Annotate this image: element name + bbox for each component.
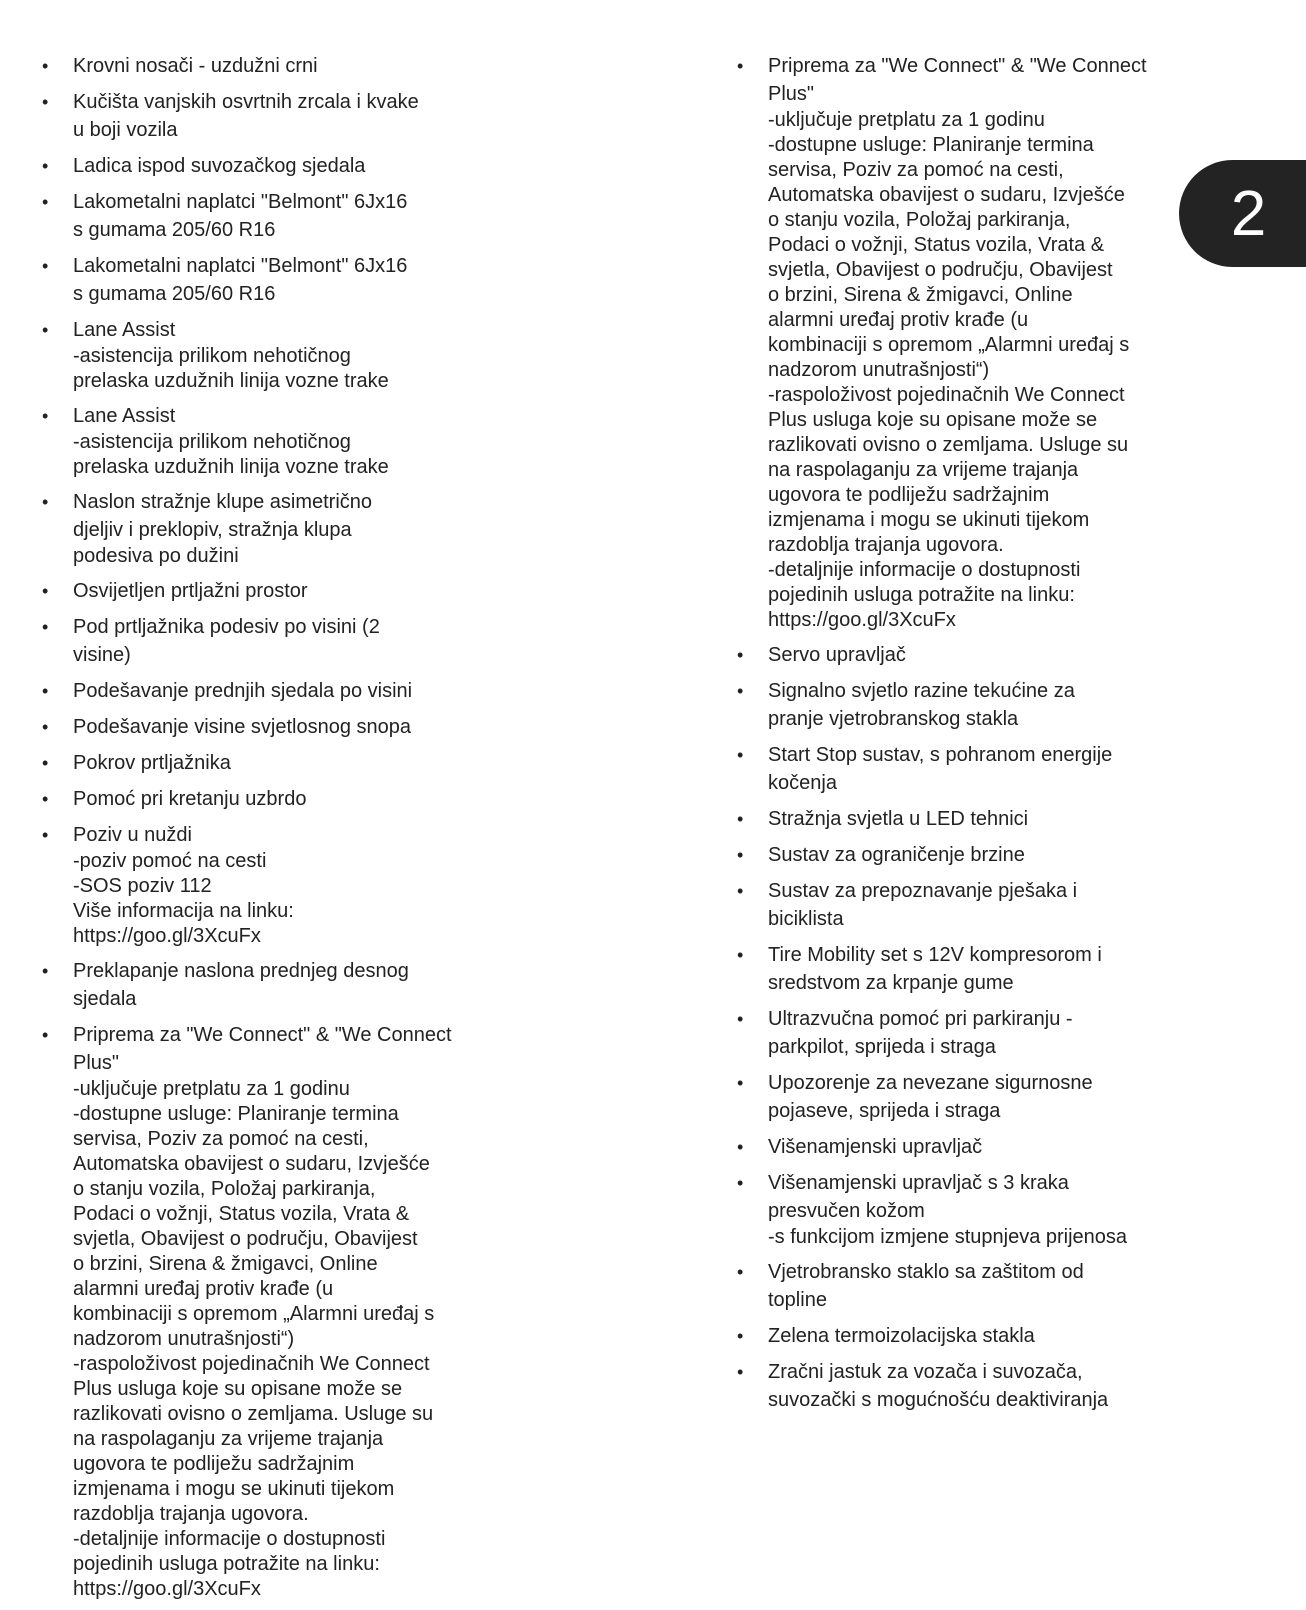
item-title: Sustav za prepoznavanje pješaka i biciklista xyxy=(768,880,1078,930)
bullet-icon: • xyxy=(42,825,49,845)
bullet-icon: • xyxy=(737,945,744,965)
bullet-icon: • xyxy=(42,717,49,737)
list-item xyxy=(42,52,502,80)
item-title: Pod prtljažnika podesiv po visini (2 visine) xyxy=(73,616,380,666)
item-title: Lakometalni naplatci "Belmont" 6Jx16 s gumama 205/60 R16 xyxy=(73,255,408,305)
item-title: Zračni jastuk za vozača i suvozača, suvozački s mogućnošću deaktiviranja xyxy=(768,1361,1109,1411)
item-description: -asistencija prilikom nehotičnog prelaska uzdužnih linija vozne trake xyxy=(73,431,389,478)
list-item xyxy=(42,88,502,144)
item-title: Lane Assist xyxy=(73,405,176,427)
item-description: -uključuje pretplatu za 1 godinu -dostupne usluge: Planiranje termina servisa, Poziv za pomoć na cesti, Automatska obavijest o sudaru, Izvješće o stanju vozila, Položaj parkiranja, Podaci o vožnji, Status vozila, Vrata & svjetla, Obavijest o području, Obavijest o brzini, Sirena & žmigavci, Online alarmni uređaj protiv krađe (u kombinaciji s opremom „Alarmni uređaj s nadzorom unutrašnjosti“) -raspoloživost pojedinačnih We Connect Plus usluga koje su opisane može se razlikovati ovisno o zemljama. Usluge su na raspolaganju za vrijeme trajanja ugovora te podliježu sadržajnim izmjenama i mogu se ukinuti tijekom razdoblja trajanja ugovora. -detaljnije informacije o dostupnosti pojedinih usluga potražite na linku: https://goo.gl/3XcuFx xyxy=(768,109,1130,631)
item-title: Višenamjenski upravljač s 3 kraka presvučen kožom xyxy=(768,1172,1069,1222)
list-item xyxy=(737,1005,1187,1061)
list-item xyxy=(737,877,1187,933)
list-item xyxy=(737,52,1187,633)
bullet-icon: • xyxy=(42,406,49,426)
bullet-icon: • xyxy=(42,92,49,112)
list-item xyxy=(737,677,1187,733)
list-item xyxy=(42,252,502,308)
left-column xyxy=(42,52,502,1610)
bullet-icon: • xyxy=(737,1262,744,1282)
list-item xyxy=(42,613,502,669)
item-description: -poziv pomoć na cesti -SOS poziv 112 Više informacija na linku: https://goo.gl/3XcuFx xyxy=(73,850,294,947)
list-item xyxy=(42,402,502,480)
list-item xyxy=(737,1069,1187,1125)
item-title: Poziv u nuždi xyxy=(73,824,192,846)
bullet-icon: • xyxy=(737,745,744,765)
item-title: Sustav za ograničenje brzine xyxy=(768,844,1025,866)
list-item xyxy=(737,941,1187,997)
bullet-icon: • xyxy=(42,581,49,601)
item-title: Start Stop sustav, s pohranom energije kočenja xyxy=(768,744,1113,794)
item-title: Pokrov prtljažnika xyxy=(73,752,231,774)
equipment-list-right xyxy=(737,52,1187,1414)
bullet-icon: • xyxy=(737,1362,744,1382)
item-title: Servo upravljač xyxy=(768,644,906,666)
item-title: Podešavanje prednjih sjedala po visini xyxy=(73,680,413,702)
bullet-icon: • xyxy=(42,681,49,701)
bullet-icon: • xyxy=(42,617,49,637)
item-title: Ladica ispod suvozačkog sjedala xyxy=(73,155,366,177)
item-title: Zelena termoizolacijska stakla xyxy=(768,1325,1035,1347)
bullet-icon: • xyxy=(737,809,744,829)
item-title: Priprema za "We Connect" & "We Connect Plus" xyxy=(73,1024,452,1074)
item-description: -uključuje pretplatu za 1 godinu -dostupne usluge: Planiranje termina servisa, Poziv za pomoć na cesti, Automatska obavijest o sudaru, Izvješće o stanju vozila, Položaj parkiranja, Podaci o vožnji, Status vozila, Vrata & svjetla, Obavijest o području, Obavijest o brzini, Sirena & žmigavci, Online alarmni uređaj protiv krađe (u kombinaciji s opremom „Alarmni uređaj s nadzorom unutrašnjosti“) -raspoloživost pojedinačnih We Connect Plus usluga koje su opisane može se razlikovati ovisno o zemljama. Usluge su na raspolaganju za vrijeme trajanja ugovora te podliježu sadržajnim izmjenama i mogu se ukinuti tijekom razdoblja trajanja ugovora. -detaljnije informacije o dostupnosti pojedinih usluga potražite na linku: https://goo.gl/3XcuFx xyxy=(73,1078,435,1600)
right-column xyxy=(737,52,1187,1422)
list-item xyxy=(737,641,1187,669)
item-title: Tire Mobility set s 12V kompresorom i sredstvom za krpanje gume xyxy=(768,944,1102,994)
list-item xyxy=(737,1169,1187,1250)
item-title: Naslon stražnje klupe asimetrično djeljiv i preklopiv, stražnja klupa xyxy=(73,491,373,541)
list-item xyxy=(737,805,1187,833)
item-title: Stražnja svjetla u LED tehnici xyxy=(768,808,1029,830)
bullet-icon: • xyxy=(737,1326,744,1346)
item-title: Kučišta vanjskih osvrtnih zrcala i kvake u boji vozila xyxy=(73,91,419,141)
bullet-icon: • xyxy=(737,1009,744,1029)
list-item xyxy=(42,785,502,813)
list-item xyxy=(42,677,502,705)
bullet-icon: • xyxy=(737,56,744,76)
bullet-icon: • xyxy=(737,845,744,865)
item-title: Preklapanje naslona prednjeg desnog sjedala xyxy=(73,960,409,1010)
item-description: -s funkcijom izmjene stupnjeva prijenosa xyxy=(768,1226,1128,1248)
bullet-icon: • xyxy=(737,1173,744,1193)
item-title: Krovni nosači - uzdužni crni xyxy=(73,55,318,77)
item-title: Priprema za "We Connect" & "We Connect Plus" xyxy=(768,55,1147,105)
list-item xyxy=(42,957,502,1013)
item-title: Vjetrobransko staklo sa zaštitom od topline xyxy=(768,1261,1084,1311)
bullet-icon: • xyxy=(42,492,49,512)
bullet-icon: • xyxy=(42,192,49,212)
bullet-icon: • xyxy=(737,1073,744,1093)
item-title: Osvijetljen prtljažni prostor xyxy=(73,580,308,602)
page-number-tab: 2 xyxy=(1179,160,1306,267)
list-item xyxy=(737,1358,1187,1414)
item-title: Signalno svjetlo razine tekućine za pranje vjetrobranskog stakla xyxy=(768,680,1075,730)
equipment-list-left xyxy=(42,52,502,1602)
item-title: Lakometalni naplatci "Belmont" 6Jx16 s gumama 205/60 R16 xyxy=(73,191,408,241)
bullet-icon: • xyxy=(737,681,744,701)
bullet-icon: • xyxy=(737,881,744,901)
bullet-icon: • xyxy=(737,645,744,665)
list-item xyxy=(42,188,502,244)
item-title: Ultrazvučna pomoć pri parkiranju - parkpilot, sprijeda i straga xyxy=(768,1008,1073,1058)
bullet-icon: • xyxy=(737,1137,744,1157)
item-description: -asistencija prilikom nehotičnog prelaska uzdužnih linija vozne trake xyxy=(73,345,389,392)
list-item xyxy=(42,749,502,777)
list-item xyxy=(42,316,502,394)
list-item xyxy=(737,1322,1187,1350)
bullet-icon: • xyxy=(42,56,49,76)
list-item xyxy=(737,1258,1187,1314)
item-title: Upozorenje za nevezane sigurnosne pojaseve, sprijeda i straga xyxy=(768,1072,1093,1122)
list-item xyxy=(42,821,502,949)
list-item xyxy=(737,1133,1187,1161)
bullet-icon: • xyxy=(42,156,49,176)
list-item xyxy=(737,841,1187,869)
list-item xyxy=(42,152,502,180)
bullet-icon: • xyxy=(42,1025,49,1045)
list-item xyxy=(42,713,502,741)
list-item xyxy=(42,488,502,569)
item-title: Višenamjenski upravljač xyxy=(768,1136,983,1158)
item-description: podesiva po dužini xyxy=(73,545,239,567)
bullet-icon: • xyxy=(42,961,49,981)
bullet-icon: • xyxy=(42,320,49,340)
bullet-icon: • xyxy=(42,753,49,773)
list-item xyxy=(42,1021,502,1602)
list-item xyxy=(42,577,502,605)
item-title: Pomoć pri kretanju uzbrdo xyxy=(73,788,307,810)
item-title: Podešavanje visine svjetlosnog snopa xyxy=(73,716,411,738)
bullet-icon: • xyxy=(42,256,49,276)
item-title: Lane Assist xyxy=(73,319,176,341)
bullet-icon: • xyxy=(42,789,49,809)
list-item xyxy=(737,741,1187,797)
